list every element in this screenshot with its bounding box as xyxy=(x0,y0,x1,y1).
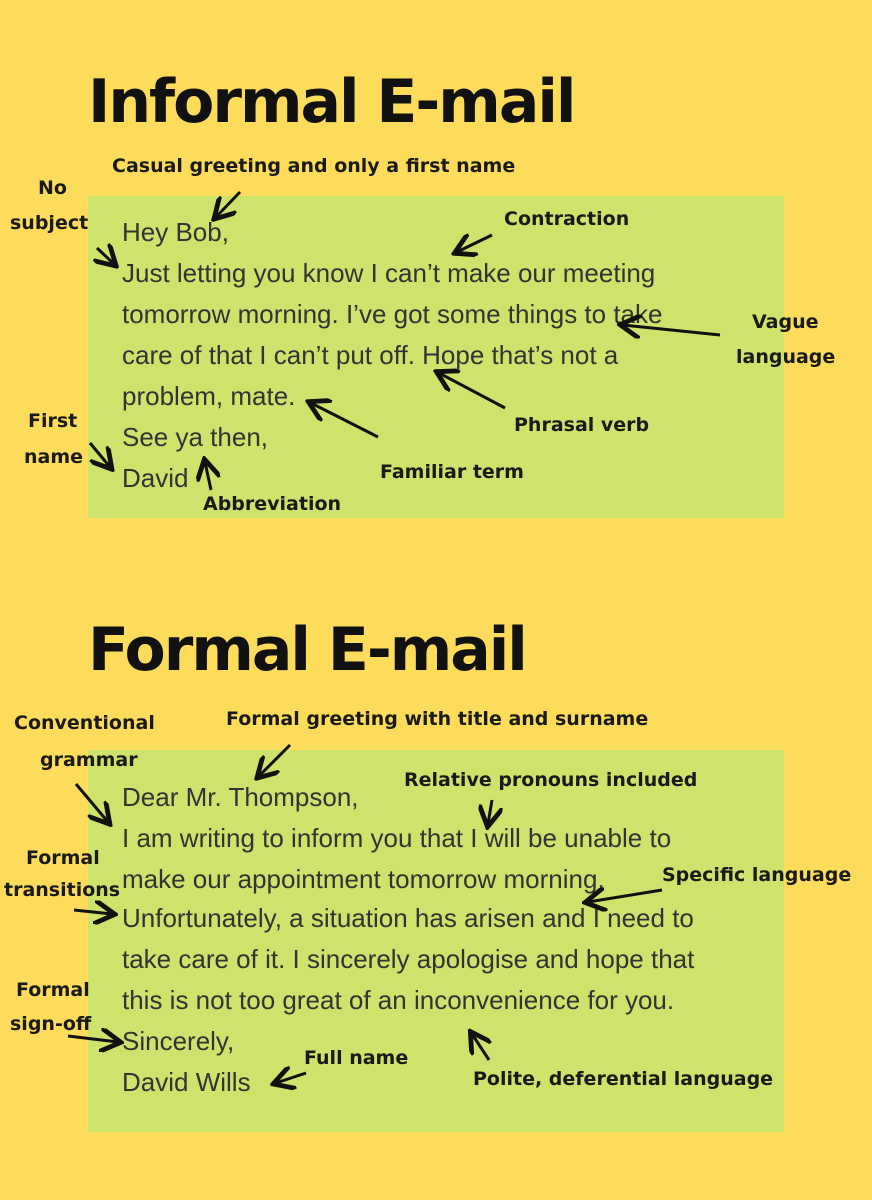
arrow-full-name xyxy=(276,1073,306,1083)
arrow-specific-language xyxy=(588,890,662,902)
informal-line-5: problem, mate. xyxy=(122,381,296,411)
arrow-vague xyxy=(623,325,720,335)
informal-line-6: See ya then, xyxy=(122,422,268,452)
informal-line-4: care of that I can’t put off. Hope that’s not a xyxy=(122,340,619,370)
label-contraction: Contraction xyxy=(504,208,630,230)
arrow-phrasal-verb xyxy=(439,373,505,408)
informal-line-2: Just letting you know I can’t make our meeting xyxy=(122,258,656,288)
arrow-familiar-term xyxy=(311,403,378,437)
label-grammar: grammar xyxy=(40,749,138,771)
arrow-contraction xyxy=(457,235,492,252)
arrow-relative-pronouns xyxy=(488,800,492,824)
label-transitions: transitions xyxy=(4,879,121,901)
label-vague: Vague xyxy=(752,311,819,333)
label-formal-signoff-1: Formal xyxy=(16,979,90,1001)
informal-line-1: Hey Bob, xyxy=(122,217,229,247)
label-no: No xyxy=(38,177,67,199)
formal-line-5: take care of it. I sincerely apologise and hope that xyxy=(122,944,695,974)
arrow-sign-off xyxy=(68,1036,118,1042)
arrow-casual-greeting xyxy=(216,192,240,217)
arrow-formal-greeting xyxy=(259,745,290,776)
arrow-first-name xyxy=(90,443,110,467)
label-formal-greeting: Formal greeting with title and surname xyxy=(226,708,649,730)
label-phrasal-verb: Phrasal verb xyxy=(514,414,650,436)
label-specific-language: Specific language xyxy=(662,864,852,886)
label-conventional: Conventional xyxy=(14,712,155,734)
formal-line-7: Sincerely, xyxy=(122,1026,235,1056)
arrow-abbreviation xyxy=(205,462,211,490)
label-first: First xyxy=(28,410,78,432)
informal-title: Informal E-mail xyxy=(88,67,575,137)
formal-line-2: I am writing to inform you that I will be unable to xyxy=(122,823,672,853)
arrow-no-subject xyxy=(97,248,114,264)
label-abbreviation: Abbreviation xyxy=(203,493,342,515)
label-formal-transitions-1: Formal xyxy=(26,847,100,869)
formal-line-4: Unfortunately, a situation has arisen and I need to xyxy=(122,903,694,933)
arrow-polite xyxy=(472,1034,489,1060)
formal-line-1: Dear Mr. Thompson, xyxy=(122,782,359,812)
formal-line-3: make our appointment tomorrow morning. xyxy=(122,864,605,894)
formal-line-6: this is not too great of an inconvenience for you. xyxy=(122,985,675,1015)
label-name: name xyxy=(24,446,84,468)
informal-line-3: tomorrow morning. I’ve got some things to take xyxy=(122,299,663,329)
label-familiar-term: Familiar term xyxy=(380,461,524,483)
formal-title: Formal E-mail xyxy=(88,615,526,685)
arrow-conventional-grammar xyxy=(76,784,108,822)
label-relative-pronouns: Relative pronouns included xyxy=(404,769,698,791)
label-sign-off: sign-off xyxy=(10,1013,92,1035)
label-casual-greeting: Casual greeting and only a first name xyxy=(112,155,516,177)
label-full-name: Full name xyxy=(304,1047,409,1069)
label-polite: Polite, deferential language xyxy=(473,1068,774,1090)
label-subject: subject xyxy=(10,212,89,234)
label-language: language xyxy=(736,346,836,368)
informal-line-7: David xyxy=(122,463,189,493)
formal-line-8: David Wills xyxy=(122,1067,251,1097)
arrow-formal-transitions xyxy=(74,910,112,914)
